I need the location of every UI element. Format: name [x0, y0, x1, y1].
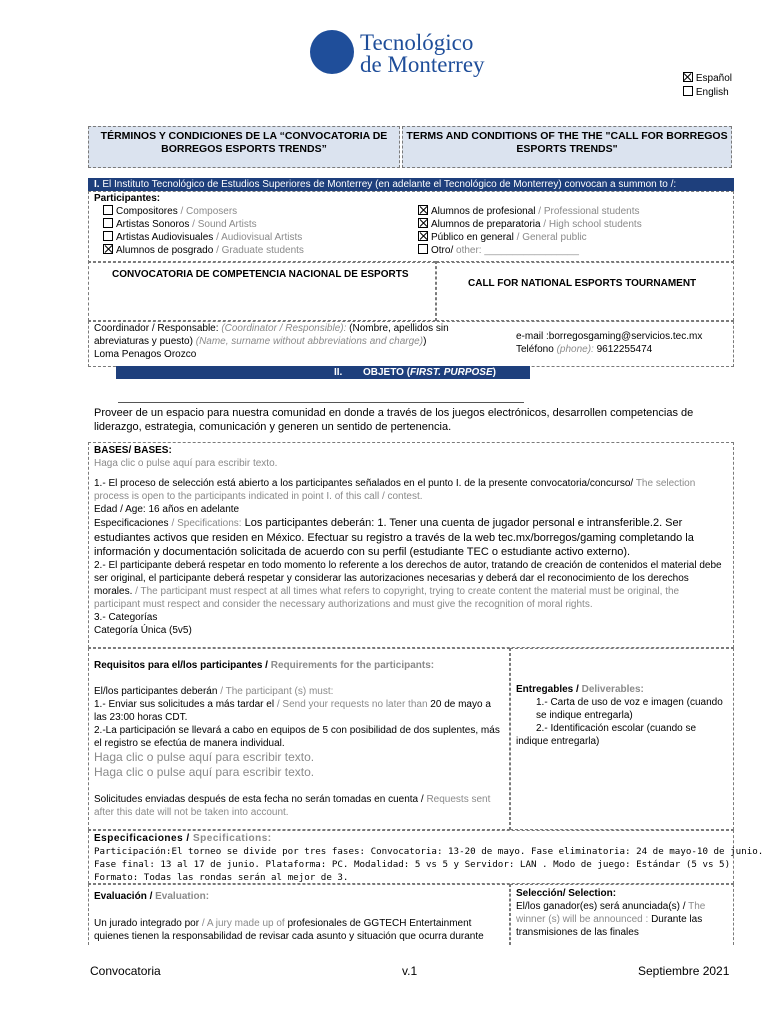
coordinator-hint-2: abreviaturas y puesto): [94, 336, 193, 347]
selection-label: Selección/ Selection:: [516, 888, 617, 899]
coordinator-name: Loma Penagos Orozco: [94, 349, 197, 360]
logo-text: [360, 32, 485, 76]
requirements-content: [94, 685, 502, 819]
purpose-text: Proveer de un espacio para nuestra comunidad en donde a través de los juegos electrónicos, desarrollen competencias de liderazgo, estrategia, comunicación y generen un sentido de pertenencia.: [94, 407, 694, 433]
lang-en-option[interactable]: [683, 86, 732, 100]
option-label: Público en general: [431, 232, 514, 243]
selection-content: [516, 887, 726, 939]
eval-text-2: quienes tienen la responsabilidad de revisar cada asunto y situación que ocurra durante: [94, 931, 484, 942]
deliverable-2: 2.- Identificación escolar (cuando se indique entregarla): [516, 723, 697, 747]
req-late-note: Solicitudes enviadas después de esta fecha no serán tomadas en cuenta /: [94, 794, 424, 805]
spec2-line-2: Fase final: 13 al 17 de junio. Plataforma: PC. Modalidad: 5 vs 5 y Servidor: LAN . Modo de juego: Estándar (5 vs 5): [94, 859, 731, 870]
section-2-title: OBJETO (: [363, 367, 411, 378]
bases-label: BASES/ BASES:: [94, 445, 172, 456]
checkbox-checked-icon[interactable]: [418, 205, 428, 215]
deliverables-content: [516, 683, 726, 748]
call-en-box: [436, 261, 734, 321]
contact-email: e-mail :borregosgaming@servicios.tec.mx: [516, 331, 703, 342]
selection-text-1-en: The winner (s) will be announced :: [516, 901, 706, 925]
spec2-line-1: Participación:El torneo se divide por tres fases: Convocatoria: 13-20 de mayo. Fase eliminatoria: 24 de mayo-10 de junio.: [94, 846, 764, 857]
eval-text-1-en: / A jury made up of: [201, 918, 285, 929]
tec-seal-logo: [310, 30, 354, 74]
specifications-content: [94, 832, 764, 884]
participants-left: [103, 205, 304, 257]
deliverables-label: Entregables /: [516, 684, 579, 695]
option-label-en: General public: [522, 232, 587, 243]
option-label: Compositores: [116, 206, 178, 217]
bases-placeholder[interactable]: Haga clic o pulse aquí para escribir texto.: [94, 458, 278, 469]
eval-text-1b: profesionales de GGTECH Entertainment: [287, 918, 472, 929]
req-placeholder-1[interactable]: Haga clic o pulse aquí para escribir texto.: [94, 750, 315, 764]
eval-text-1: Un jurado integrado por: [94, 918, 200, 929]
req-item-2: 2.-La participación se llevará a cabo en equipos de 5 con posibilidad de dos suplentes, más el registro se efectúa de manera individual.: [94, 725, 500, 749]
section-2-number: II.: [334, 367, 343, 378]
option-label-en: Audiovisual Artists: [221, 232, 303, 243]
checkbox-empty-icon[interactable]: [103, 231, 113, 241]
option-label-en: Graduate students: [221, 245, 304, 256]
option-professional-students[interactable]: Alumnos de profesional / Professional students: [418, 205, 642, 218]
spec2-label-en: Specifications:: [193, 833, 272, 844]
footer-right: Septiembre 2021: [638, 964, 730, 978]
bases-content: [94, 444, 724, 637]
spec-text: Los participantes deberán: 1. Tener una cuenta de jugador personal e intransferible.2. Ser estudiantes activos que residen en México. Efectuar su registro a través de la web tec.mx/borregos/gaming completando la información y documentación solicitada de acuerdo con su perfil (estudiante TEC o estudiante activo externo).: [94, 517, 694, 558]
option-label-en: Sound Artists: [197, 219, 257, 230]
option-general-public[interactable]: Público en general / General public: [418, 231, 642, 244]
coordinator-hint: (Nombre, apellidos sin: [349, 323, 449, 334]
checkbox-empty-icon[interactable]: [103, 205, 113, 215]
checkbox-empty-icon[interactable]: [103, 218, 113, 228]
section-1-number: I.: [94, 179, 100, 190]
option-label-en: High school students: [548, 219, 642, 230]
section-1-bar: [88, 178, 734, 191]
eval-label: Evaluación /: [94, 891, 153, 902]
option-label-en: Professional students: [543, 206, 640, 217]
title-en: TERMS AND CONDITIONS OF THE THE "CALL FOR BORREGOS ESPORTS TRENDS": [402, 126, 732, 168]
phone-number: 9612255474: [596, 344, 653, 355]
option-composers[interactable]: Compositores / Composers: [103, 205, 304, 218]
evaluation-content: [94, 917, 504, 943]
bases-item-2: 2.- El participante deberá respetar en todo momento lo referente a los derechos de autor, tratando de creación de contenidos el material debe ser original, el participante deberá respetar y considerar las autorizaciones necesarias y deberá dar el reconocimiento de los derechos morales.: [94, 560, 722, 597]
phone-label-en: (phone):: [556, 344, 594, 355]
section-2-close: ): [492, 367, 496, 378]
deliverable-1: 1.- Carta de uso de voz e imagen (cuando se indique entregarla): [536, 697, 723, 721]
coordinator-info: Coordinador / Responsable: (Coordinator / Responsible): (Nombre, apellidos sin abreviaturas y puesto) (Name, surname without abbreviations and charge)) Loma Penagos Orozco: [94, 323, 449, 360]
checkbox-checked-icon[interactable]: [683, 72, 693, 82]
checkbox-empty-icon[interactable]: [418, 244, 428, 254]
bases-category: Categoría Única (5v5): [94, 625, 192, 636]
checkbox-checked-icon[interactable]: [103, 244, 113, 254]
section-2-title-en: FIRST. PURPOSE: [410, 367, 493, 378]
selection-text-2: Durante las transmisiones de las finales: [516, 914, 703, 938]
logo-line-1: Tecnológico: [360, 30, 474, 55]
req-must-en: / The participant (s) must:: [220, 686, 334, 697]
req-late-note-en: Requests sent after this date will not be taken into account.: [94, 794, 491, 818]
requirements-title: [94, 659, 434, 672]
checkbox-checked-icon[interactable]: [418, 231, 428, 241]
option-sound-artists[interactable]: Artistas Sonoros / Sound Artists: [103, 218, 304, 231]
option-label-en: other: _________________: [456, 245, 579, 256]
option-high-school-students[interactable]: Alumnos de preparatoria / High school students: [418, 218, 642, 231]
lang-es-label: Español: [695, 73, 732, 84]
coordinator-hint-en: (Name, surname without abbreviations and charge): [195, 336, 424, 347]
footer-center: v.1: [402, 964, 418, 978]
contact-info: [516, 330, 702, 356]
section-2-bar: [116, 366, 530, 379]
spec-label: Especificaciones: [94, 518, 169, 529]
eval-label-en: Evaluation:: [155, 891, 210, 902]
bases-item-1: 1.- El proceso de selección está abierto a los participantes señalados en el punto I. de la presente convocatoria/concurso/: [94, 478, 634, 489]
evaluation-title: [94, 890, 209, 903]
bases-item-1-en: The selection process is open to the participants indicated in point I. of this call / contest.: [94, 478, 696, 502]
req-item-1: 1.- Enviar sus solicitudes a más tardar el: [94, 699, 275, 710]
logo-line-2: de Monterrey: [360, 52, 485, 77]
language-selector: [683, 72, 732, 100]
req-placeholder-2[interactable]: Haga clic o pulse aquí para escribir texto.: [94, 765, 315, 779]
option-label: Alumnos de profesional: [431, 206, 536, 217]
option-label: Artistas Sonoros: [116, 219, 190, 230]
option-label: Otro: [431, 245, 451, 256]
option-other[interactable]: Otro/ other: _________________: [418, 244, 642, 257]
lang-en-label: English: [695, 87, 729, 98]
option-label: Alumnos de posgrado: [116, 245, 214, 256]
req-item-1-en: / Send your requests no later than: [276, 699, 428, 710]
title-es: TÉRMINOS Y CONDICIONES DE LA “CONVOCATORIA DE BORREGOS ESPORTS TRENDS”: [88, 126, 400, 168]
footer-left: Convocatoria: [90, 964, 161, 978]
bases-item-2-en: / The participant must respect at all times what refers to copyright, trying to create content the material must be original, the participant must respect and consider the necessary authorizations and must give the recognition of moral rights.: [94, 586, 680, 610]
deliverables-label-en: Deliverables:: [581, 684, 644, 695]
spec2-label: Especificaciones /: [94, 833, 190, 844]
spec-label-en: / Specifications:: [171, 518, 242, 529]
checkbox-checked-icon[interactable]: [418, 218, 428, 228]
option-label: Alumnos de preparatoria: [431, 219, 541, 230]
bases-item-3: 3.- Categorías: [94, 612, 158, 623]
purpose-rule: [118, 402, 524, 403]
req-label: Requisitos para el/los participantes /: [94, 660, 268, 671]
req-item-1-date: 20 de mayo a las 23:00 horas CDT.: [94, 699, 491, 723]
phone-label: Teléfono: [516, 344, 554, 355]
bases-age: Edad / Age: 16 años en adelante: [94, 504, 240, 515]
call-es-title: CONVOCATORIA DE COMPETENCIA NACIONAL DE ESPORTS: [112, 269, 409, 280]
checkbox-empty-icon[interactable]: [683, 86, 693, 96]
option-label: Artistas Audiovisuales: [116, 232, 214, 243]
spec2-line-3: Formato: Todas las rondas serán al mejor de 3.: [94, 872, 349, 883]
option-label-en: Composers: [186, 206, 238, 217]
selection-text-1: El/los ganador(es) será anunciada(s) /: [516, 901, 686, 912]
coordinator-label: Coordinador / Responsable: [94, 323, 216, 334]
option-graduate-students[interactable]: Alumnos de posgrado / Graduate students: [103, 244, 304, 257]
lang-es-option[interactable]: [683, 72, 732, 86]
coordinator-label-en: (Coordinator / Responsible):: [221, 323, 347, 334]
call-en-title: CALL FOR NATIONAL ESPORTS TOURNAMENT: [468, 278, 697, 289]
req-must: El/los participantes deberán: [94, 686, 218, 697]
req-label-en: Requirements for the participants:: [270, 660, 435, 671]
section-1-text: El Instituto Tecnológico de Estudios Superiores de Monterrey (en adelante el Tecnológico de Monterrey) convocan a summon to /:: [102, 179, 677, 190]
participants-right: [418, 205, 642, 257]
participants-label: Participantes:: [94, 193, 161, 204]
option-audiovisual-artists[interactable]: Artistas Audiovisuales / Audiovisual Artists: [103, 231, 304, 244]
